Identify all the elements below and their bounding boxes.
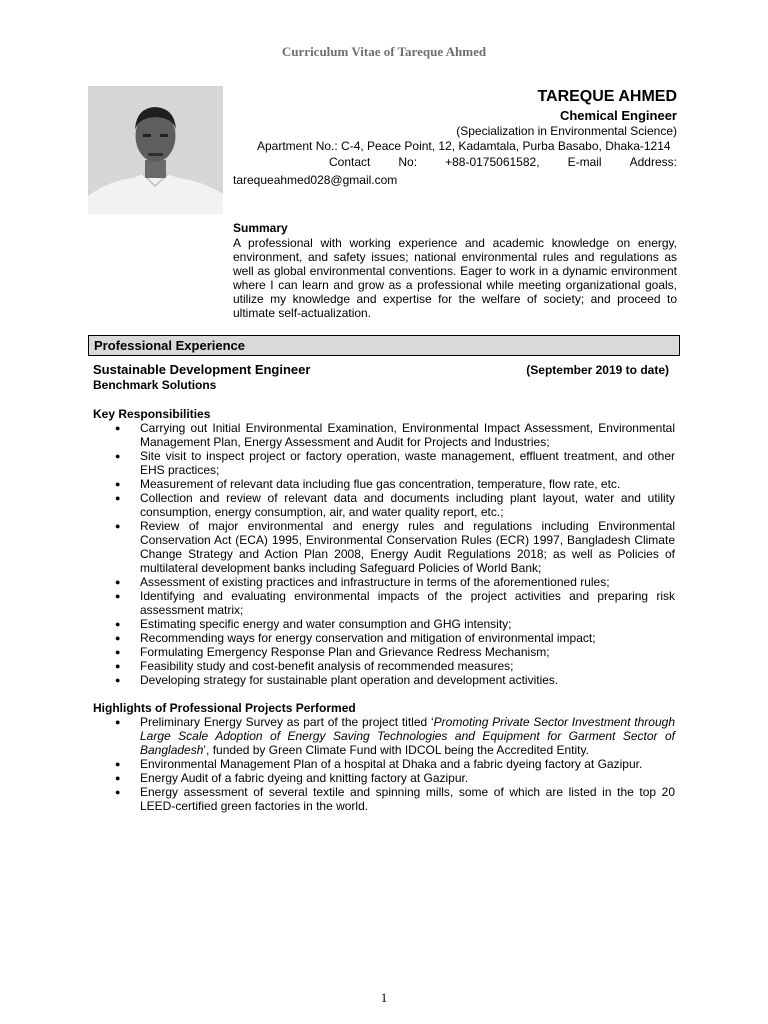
summary-text: A professional with working experience and academic knowledge on energy, environment, and safety issues; national environmental rules and regulations as well as global environmental conventions. Eager to work in a dynamic environment where I can learn and grow as a professional while meeting organizational goals, utilize my knowledge and expertise for the welfare of society; and proceed to ultimate self-actualization. — [233, 236, 677, 320]
bullet-icon: ● — [115, 619, 121, 629]
portrait-image — [88, 86, 223, 214]
job-row — [93, 362, 675, 378]
bullet-icon: ● — [115, 591, 121, 601]
list-item: ● Energy Audit of a fabric dyeing and knitting factory at Gazipur. — [115, 771, 469, 785]
bullet-icon: ● — [115, 423, 121, 433]
email-label: E-mail — [567, 155, 602, 169]
bullet-icon: ● — [115, 493, 121, 503]
list-item: ● Developing strategy for sustainable plant operation and development activities. — [115, 673, 559, 687]
list-item: ● Feasibility study and cost-benefit analysis of recommended measures; — [115, 659, 514, 673]
bullet-icon: ● — [115, 717, 121, 727]
responsibilities-heading: Key Responsibilities — [93, 407, 211, 421]
bullet-icon: ● — [115, 451, 121, 461]
bullet-icon: ● — [115, 759, 121, 769]
email-address-label: Address: — [629, 155, 677, 169]
phone-number: +88-0175061582, — [445, 155, 540, 169]
professional-experience-header — [88, 335, 680, 356]
list-item: ● Assessment of existing practices and infrastructure in terms of the aforementioned rules; — [115, 575, 610, 589]
list-item: ● Energy assessment of several textile and spinning mills, some of which are listed in the top 20 LEED-certified green factories in the world. — [115, 785, 675, 813]
bullet-icon: ● — [115, 675, 121, 685]
list-item: ● Review of major environmental and energy rules and regulations including Environmental Conservation Act (ECA) 1995, Environmental Conservation Rules (ECR) 1997, Bangladesh Climate Change Strategy and Action Plan 2008, Energy Audit Regulations 2018; as well as Policies of multilateral development banks including Safeguard Policies of World Bank; — [115, 519, 675, 575]
project-title: Promoting Private Sector Investment through Large Scale Adoption of Energy Saving Technologies and Equipment for Garment Sector of Bangladesh — [140, 715, 675, 757]
list-item: ● Site visit to inspect project or factory operation, waste management, effluent treatment, and other EHS practices; — [115, 449, 675, 477]
bullet-icon: ● — [115, 521, 121, 531]
list-item: ● Environmental Management Plan of a hospital at Dhaka and a fabric dyeing factory at Gazipur. — [115, 757, 643, 771]
list-item: ● Formulating Emergency Response Plan and Grievance Redress Mechanism; — [115, 645, 550, 659]
experience-content — [93, 362, 675, 813]
bullet-icon: ● — [115, 647, 121, 657]
candidate-address: Apartment No.: C-4, Peace Point, 12, Kadamtala, Purba Basabo, Dhaka-1214 — [257, 139, 671, 153]
contact-no-label: No: — [398, 155, 418, 169]
candidate-specialization: (Specialization in Environmental Science) — [456, 124, 677, 138]
job-date: (September 2019 to date) — [526, 363, 669, 377]
list-item: ● Estimating specific energy and water consumption and GHG intensity; — [115, 617, 512, 631]
bullet-icon: ● — [115, 479, 121, 489]
list-item: ● Recommending ways for energy conservation and mitigation of environmental impact; — [115, 631, 596, 645]
list-item: ● Preliminary Energy Survey as part of the project titled ‘Promoting Private Sector Investment through Large Scale Adoption of Energy Saving Technologies and Equipment for Garment Sector of Bangladesh’, funded by Green Climate Fund with IDCOL being the Accredited Entity. — [115, 715, 675, 757]
profile-photo — [88, 86, 223, 214]
bullet-icon: ● — [115, 577, 121, 587]
page-number: 1 — [380, 990, 388, 1005]
summary-section — [233, 221, 677, 320]
section-title: Professional Experience — [94, 338, 246, 353]
list-item: ● Collection and review of relevant data and documents including plant layout, water and utility consumption, energy consumption, air, and water quality report, etc.; — [115, 491, 675, 519]
list-item: ● Measurement of relevant data including flue gas concentration, temperature, flow rate, etc. — [115, 477, 621, 491]
job-title: Sustainable Development Engineer — [93, 362, 311, 377]
candidate-profession: Chemical Engineer — [559, 108, 677, 123]
bullet-icon: ● — [115, 661, 121, 671]
email-address: tarequeahmed028@gmail.com — [233, 173, 398, 187]
highlights-heading: Highlights of Professional Projects Performed — [93, 701, 356, 715]
page-header-title: Curriculum Vitae of Tareque Ahmed — [281, 44, 487, 59]
responsibilities-list — [93, 421, 675, 687]
contact-label: Contact — [329, 155, 371, 169]
contact-line — [233, 155, 677, 170]
bullet-icon: ● — [115, 773, 121, 783]
list-item: ● Carrying out Initial Environmental Examination, Environmental Impact Assessment, Environmental Management Plan, Energy Assessment and Audit for Projects and Industries; — [115, 421, 675, 449]
company-name: Benchmark Solutions — [93, 378, 217, 392]
candidate-name: TAREQUE AHMED — [537, 88, 677, 105]
list-item: ● Identifying and evaluating environmental impacts of the project activities and preparing risk assessment matrix; — [115, 589, 675, 617]
bullet-icon: ● — [115, 633, 121, 643]
summary-title: Summary — [233, 221, 288, 235]
highlights-list — [93, 715, 675, 813]
profile-header — [233, 87, 677, 188]
bullet-icon: ● — [115, 787, 121, 797]
